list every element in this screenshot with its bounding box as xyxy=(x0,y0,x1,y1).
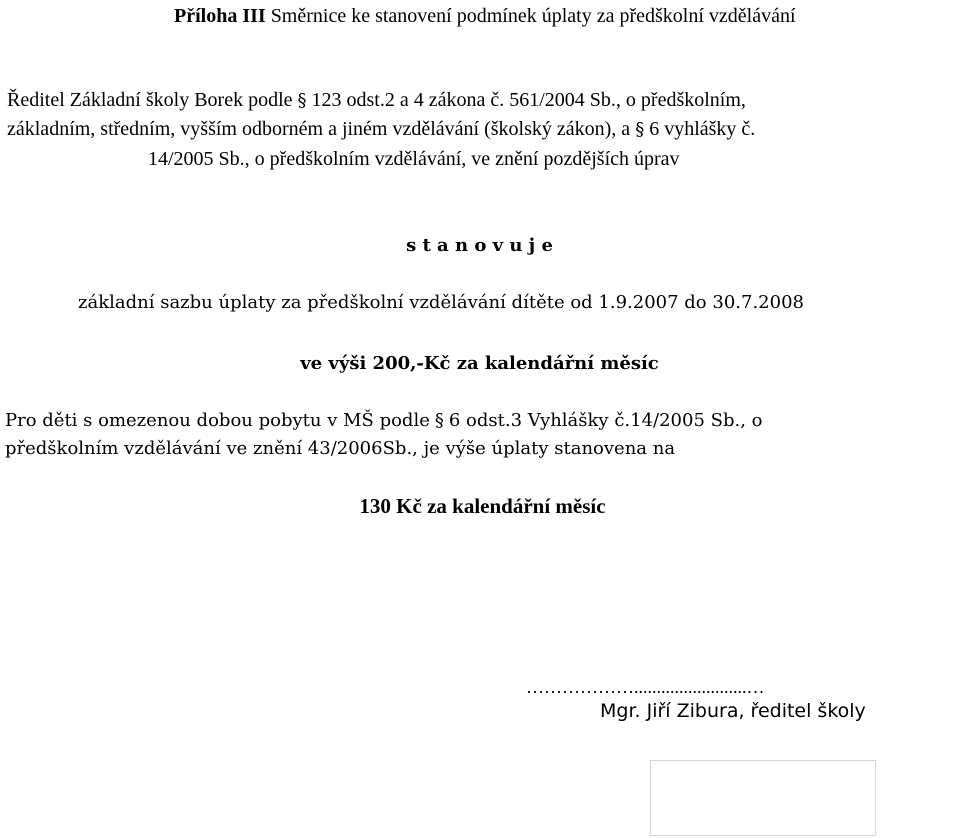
title-text: Směrnice ke stanovení podmínek úplaty za předškolní vzdělávání xyxy=(265,5,796,27)
document-title xyxy=(174,4,796,28)
reduced-line-2: předškolním vzdělávání ve znění 43/2006Sb., je výše úplaty stanovena na xyxy=(5,438,676,459)
appendix-label: Příloha III xyxy=(174,5,266,27)
section-symbol: § xyxy=(434,410,444,431)
signature-dots: ……………….........................… xyxy=(526,677,765,697)
intro-text: základním, středním, vyšším odborném a jiném vzdělávání (školský zákon), a xyxy=(7,118,631,140)
reduced-text: 6 odst.3 Vyhlášky č.14/2005 Sb., o xyxy=(448,410,763,431)
intro-text: 123 odst.2 a 4 zákona č. 561/2004 Sb., o předškolním, xyxy=(311,89,746,111)
reduced-text: Pro děti s omezenou dobou pobytu v MŠ podle xyxy=(5,410,430,431)
intro-line-2 xyxy=(7,117,755,142)
base-rate-text: základní sazbu úplaty za předškolní vzdělávání dítěte od 1.9.2007 do 30.7.2008 xyxy=(78,292,804,313)
signature-name: Mgr. Jiří Zibura, ředitel školy xyxy=(600,700,866,722)
section-symbol: § xyxy=(635,119,645,140)
stanovuje-heading: s t a n o v u j e xyxy=(406,235,553,256)
reduced-line-1 xyxy=(5,409,762,433)
intro-line-1 xyxy=(7,88,746,113)
section-symbol: § xyxy=(297,90,307,111)
intro-text: Ředitel Základní školy Borek podle xyxy=(7,89,293,111)
intro-text: 6 vyhlášky č. xyxy=(649,118,756,140)
reduced-amount: 130 Kč za kalendářní měsíc xyxy=(359,494,606,518)
intro-line-3: 14/2005 Sb., o předškolním vzdělávání, ve znění pozdějších úprav xyxy=(148,148,680,170)
signature-stamp-box xyxy=(650,760,876,836)
base-amount: ve výši 200,-Kč za kalendářní měsíc xyxy=(300,353,659,374)
